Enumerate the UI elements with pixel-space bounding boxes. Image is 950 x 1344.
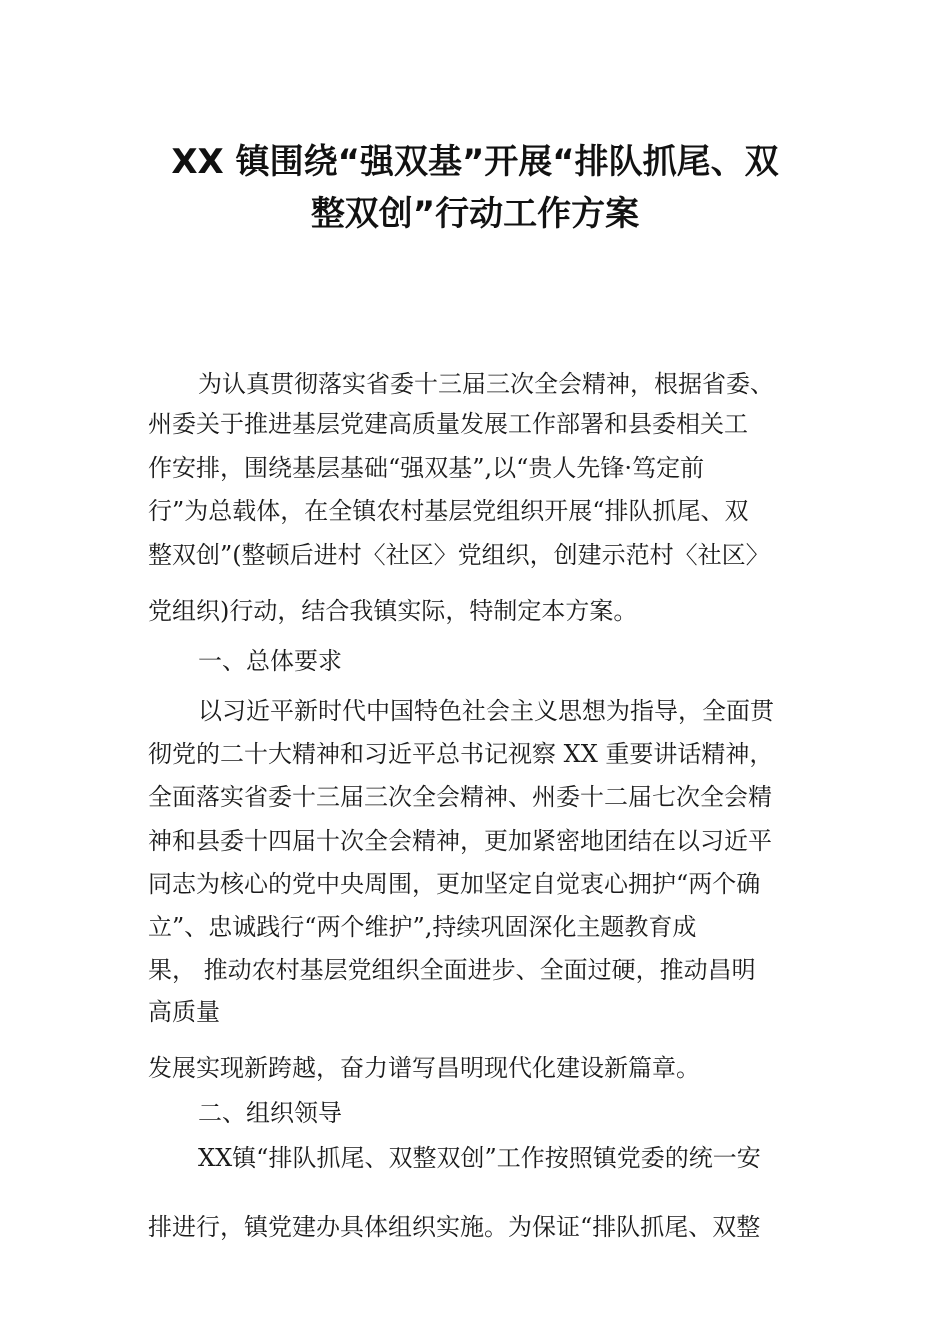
paragraph-requirements-line-3: 全面落实省委十三届三次全会精神、州委十二届七次全会精 — [148, 783, 772, 811]
paragraph-requirements-line-7: 果， 推动农村基层党组织全面进步、全面过硬，推动昌明 — [148, 956, 756, 984]
paragraph-requirements-line-6: 立”、忠诚践行“两个维护”,持续巩固深化主题教育成 — [148, 913, 697, 941]
paragraph-requirements-line-2: 彻党的二十大精神和习近平总书记视察 XX 重要讲话精神， — [148, 740, 774, 768]
paragraph-requirements-line-9: 发展实现新跨越，奋力谱写昌明现代化建设新篇章。 — [148, 1054, 700, 1082]
document-title-line-2: 整双创”行动工作方案 — [310, 194, 640, 234]
section-heading-organization-leadership: 二、组织领导 — [198, 1099, 342, 1127]
paragraph-intro-line-5: 整双创”(整顿后进村〈社区〉党组织，创建示范村〈社区〉 — [148, 541, 770, 569]
paragraph-requirements-line-1: 以习近平新时代中国特色社会主义思想为指导，全面贯 — [198, 697, 774, 725]
paragraph-requirements-line-5: 同志为核心的党中央周围，更加坚定自觉衷心拥护“两个确 — [148, 870, 761, 898]
paragraph-leadership-line-1: XX镇“排队抓尾、双整双创”工作按照镇党委的统一安 — [198, 1144, 761, 1172]
paragraph-intro-line-4: 行”为总载体，在全镇农村基层党组织开展“排队抓尾、双 — [148, 497, 749, 525]
document-title-line-1: XX 镇围绕“强双基”开展“排队抓尾、双 — [171, 142, 779, 182]
paragraph-intro-line-6: 党组织)行动，结合我镇实际，特制定本方案。 — [148, 597, 638, 625]
paragraph-intro-line-1: 为认真贯彻落实省委十三届三次全会精神，根据省委、 — [198, 370, 774, 398]
paragraph-requirements-line-4: 神和县委十四届十次全会精神，更加紧密地团结在以习近平 — [148, 827, 772, 855]
paragraph-intro-line-2: 州委关于推进基层党建高质量发展工作部署和县委相关工 — [148, 410, 748, 438]
paragraph-intro-line-3: 作安排，围绕基层基础“强双基”,以“贵人先锋·笃定前 — [148, 454, 705, 482]
section-heading-general-requirements: 一、总体要求 — [198, 647, 342, 675]
paragraph-requirements-line-8: 高质量 — [148, 998, 220, 1026]
paragraph-leadership-line-2: 排进行，镇党建办具体组织实施。为保证“排队抓尾、双整 — [148, 1213, 761, 1241]
